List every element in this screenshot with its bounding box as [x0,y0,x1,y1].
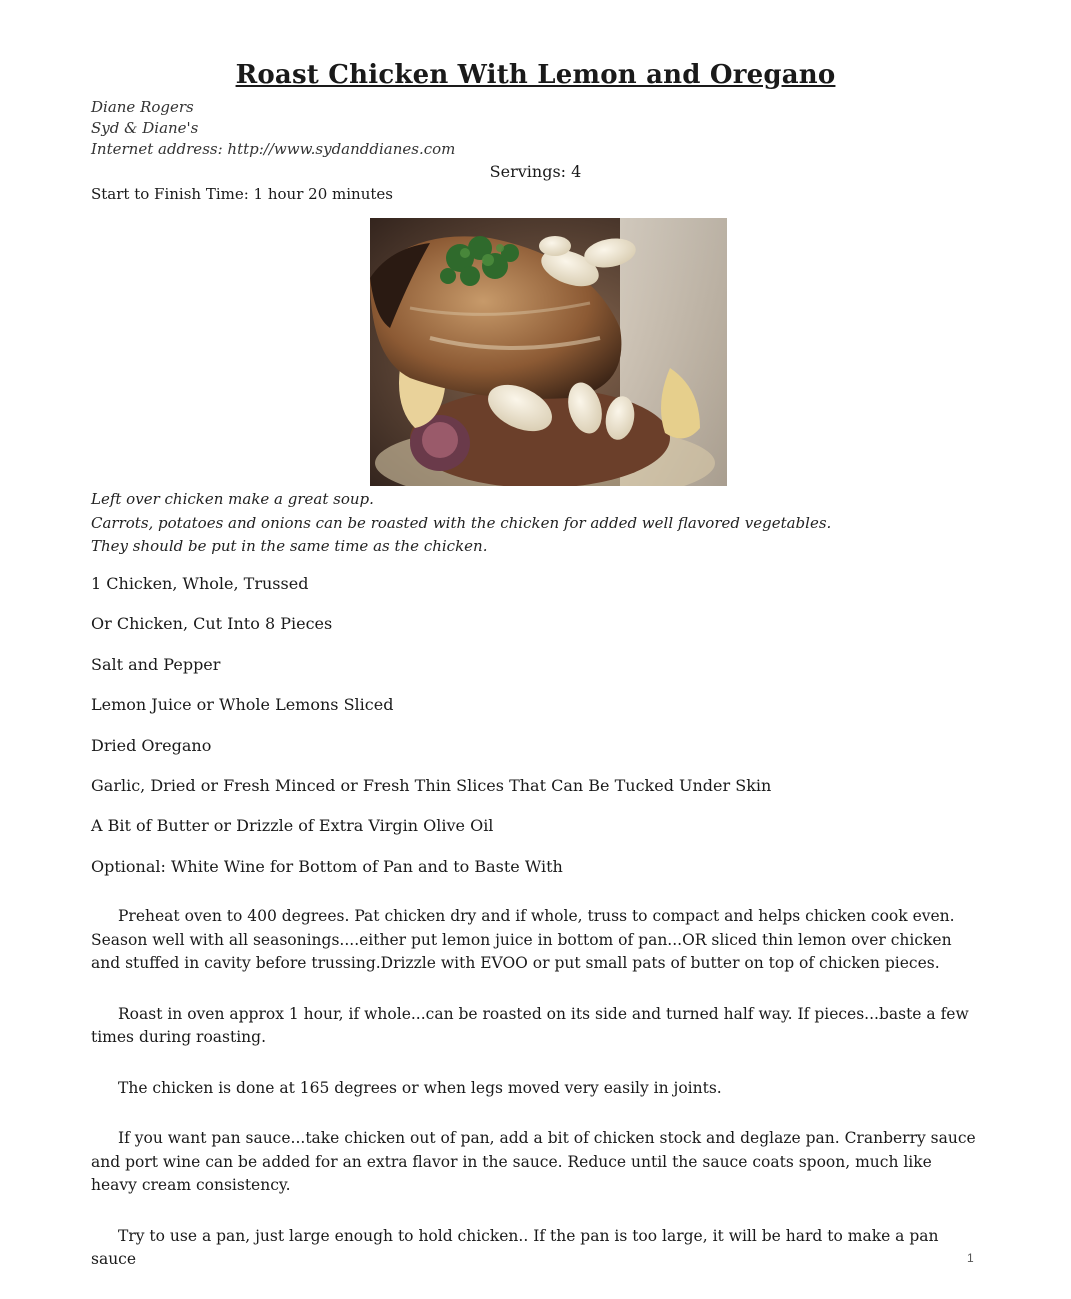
direction-paragraph: Try to use a pan, just large enough to hold chicken.. If the pan is too large, it will be hard to make a pan sauce [91,1226,939,1268]
direction-paragraph: If you want pan sauce...take chicken out of pan, add a bit of chicken stock and deglaze pan. Cranberry sauce and port wine can be added for an extra flavor in the sauce. Reduce until the sauce coats spoon, much like heavy cream consistency. [91,1129,976,1194]
servings: Servings: 4 [489,162,582,181]
recipe-directions [91,905,976,1299]
author-name: Diane Rogers [91,98,194,116]
start-to-finish-time: Start to Finish Time: 1 hour 20 minutes [91,185,393,203]
ingredient-list [91,573,771,896]
ingredient-item: Optional: White Wine for Bottom of Pan and to Baste With [91,856,563,876]
ingredient-item: Dried Oregano [91,735,212,755]
ingredient-item: Lemon Juice or Whole Lemons Sliced [91,695,394,715]
direction-paragraph: Preheat oven to 400 degrees. Pat chicken dry and if whole, truss to compact and helps chicken cook even. Season well with all seasonings....either put lemon juice in bottom of pan...OR sliced thin lemon over chicken and stuffed in cavity before trussing.Drizzle with EVOO or put small pats of butter on top of chicken pieces. [91,907,955,972]
note-line: They should be put in the same time as the chicken. [91,537,488,555]
recipe-notes [91,488,831,559]
ingredient-item: 1 Chicken, Whole, Trussed [91,574,309,593]
page-number: 1 [967,1251,974,1265]
direction-paragraph: Roast in oven approx 1 hour, if whole...can be roasted on its side and turned half way. If pieces...baste a few times during roasting. [91,1004,969,1046]
note-line: Left over chicken make a great soup. [91,490,374,508]
roast-chicken-photo [370,218,727,486]
ingredient-item: Salt and Pepper [91,654,221,674]
note-line: Carrots, potatoes and onions can be roasted with the chicken for added well flavored vegetables. [91,513,832,532]
direction-paragraph: The chicken is done at 165 degrees or when legs moved very easily in joints. [118,1078,722,1097]
ingredient-item: Or Chicken, Cut Into 8 Pieces [91,614,333,634]
internet-address: Internet address: http://www.sydanddianes.com [91,140,456,158]
recipe-source-block [91,97,455,160]
ingredient-item: Garlic, Dried or Fresh Minced or Fresh Thin Slices That Can Be Tucked Under Skin [91,775,772,795]
ingredient-item: A Bit of Butter or Drizzle of Extra Virgin Olive Oil [91,816,494,836]
recipe-title: Roast Chicken With Lemon and Oregano [235,60,836,90]
source-name: Syd & Diane's [91,119,199,137]
recipe-photo [370,218,727,486]
